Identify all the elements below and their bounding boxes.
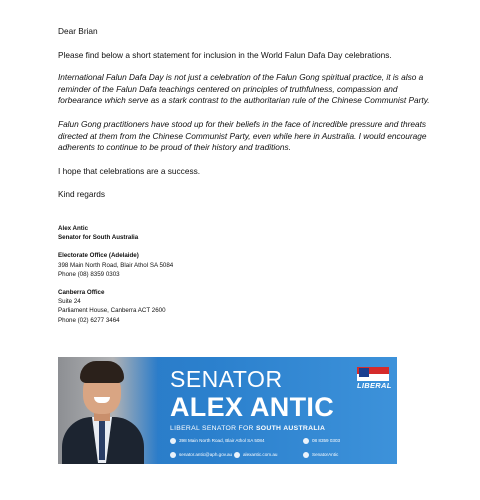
canberra-office-suite: Suite 24 — [58, 298, 81, 306]
statement-paragraph-1: International Falun Dafa Day is not just a celebration of the Falun Gong spiritual practice, it is also a reminder of the Falun Dafa teachings centered on principles of truthfulness, compassion and forbearance which serve as a stark contrast to the authoritarian rule of the Chinese Communist Party. — [58, 72, 430, 106]
social-icon — [303, 452, 309, 458]
electorate-office-heading: Electorate Office (Adelaide) — [58, 252, 139, 260]
signature-name: Alex Antic — [58, 224, 89, 232]
signature-block — [58, 224, 443, 325]
liberal-logo — [357, 367, 392, 397]
canberra-office-phone: Phone (02) 6277 3464 — [58, 316, 120, 324]
flag-icon — [357, 367, 389, 381]
banner-role-state: SOUTH AUSTRALIA — [255, 425, 326, 432]
hope-paragraph: I hope that celebrations are a success. — [58, 165, 201, 176]
greeting: Dear Brian — [58, 26, 98, 36]
senator-photo — [58, 357, 158, 464]
location-icon — [170, 438, 176, 444]
banner-phone: 08 8359 0303 — [303, 437, 340, 444]
banner-role-prefix: LIBERAL SENATOR FOR — [170, 425, 254, 432]
globe-icon — [234, 452, 240, 458]
banner-role — [170, 425, 325, 432]
phone-icon — [303, 438, 309, 444]
electorate-office-phone: Phone (08) 8359 0303 — [58, 270, 120, 278]
banner-social[interactable]: SenatorAntic — [303, 451, 338, 458]
banner-email[interactable]: senator.antic@aph.gov.au — [170, 451, 232, 458]
closing: Kind regards — [58, 189, 106, 200]
banner-senator-label: SENATOR — [170, 366, 283, 392]
signature-title: Senator for South Australia — [58, 234, 139, 242]
canberra-office-heading: Canberra Office — [58, 288, 105, 296]
banner-website[interactable]: alexantic.com.au — [234, 451, 277, 458]
intro-paragraph: Please find below a short statement for inclusion in the World Falun Dafa Day celebrations. — [58, 49, 392, 60]
banner-name: ALEX ANTIC — [170, 392, 334, 422]
electorate-office-address: 398 Main North Road, Blair Athol SA 5084 — [58, 261, 174, 269]
banner-address: 398 Main North Road, Blair Athol SA 5084 — [170, 437, 265, 444]
statement-paragraph-2: Falun Gong practitioners have stood up for their beliefs in the face of incredible pressure and threats directed at them from the Chinese Communist Party, even while here in Australia. I would encourage adherents to continue to be proud of their history and traditions. — [58, 118, 427, 153]
logo-text: LIBERAL — [357, 381, 392, 390]
senator-banner — [58, 357, 397, 464]
email-icon — [170, 452, 176, 458]
canberra-office-address: Parliament House, Canberra ACT 2600 — [58, 307, 166, 315]
letter-body — [58, 26, 443, 325]
